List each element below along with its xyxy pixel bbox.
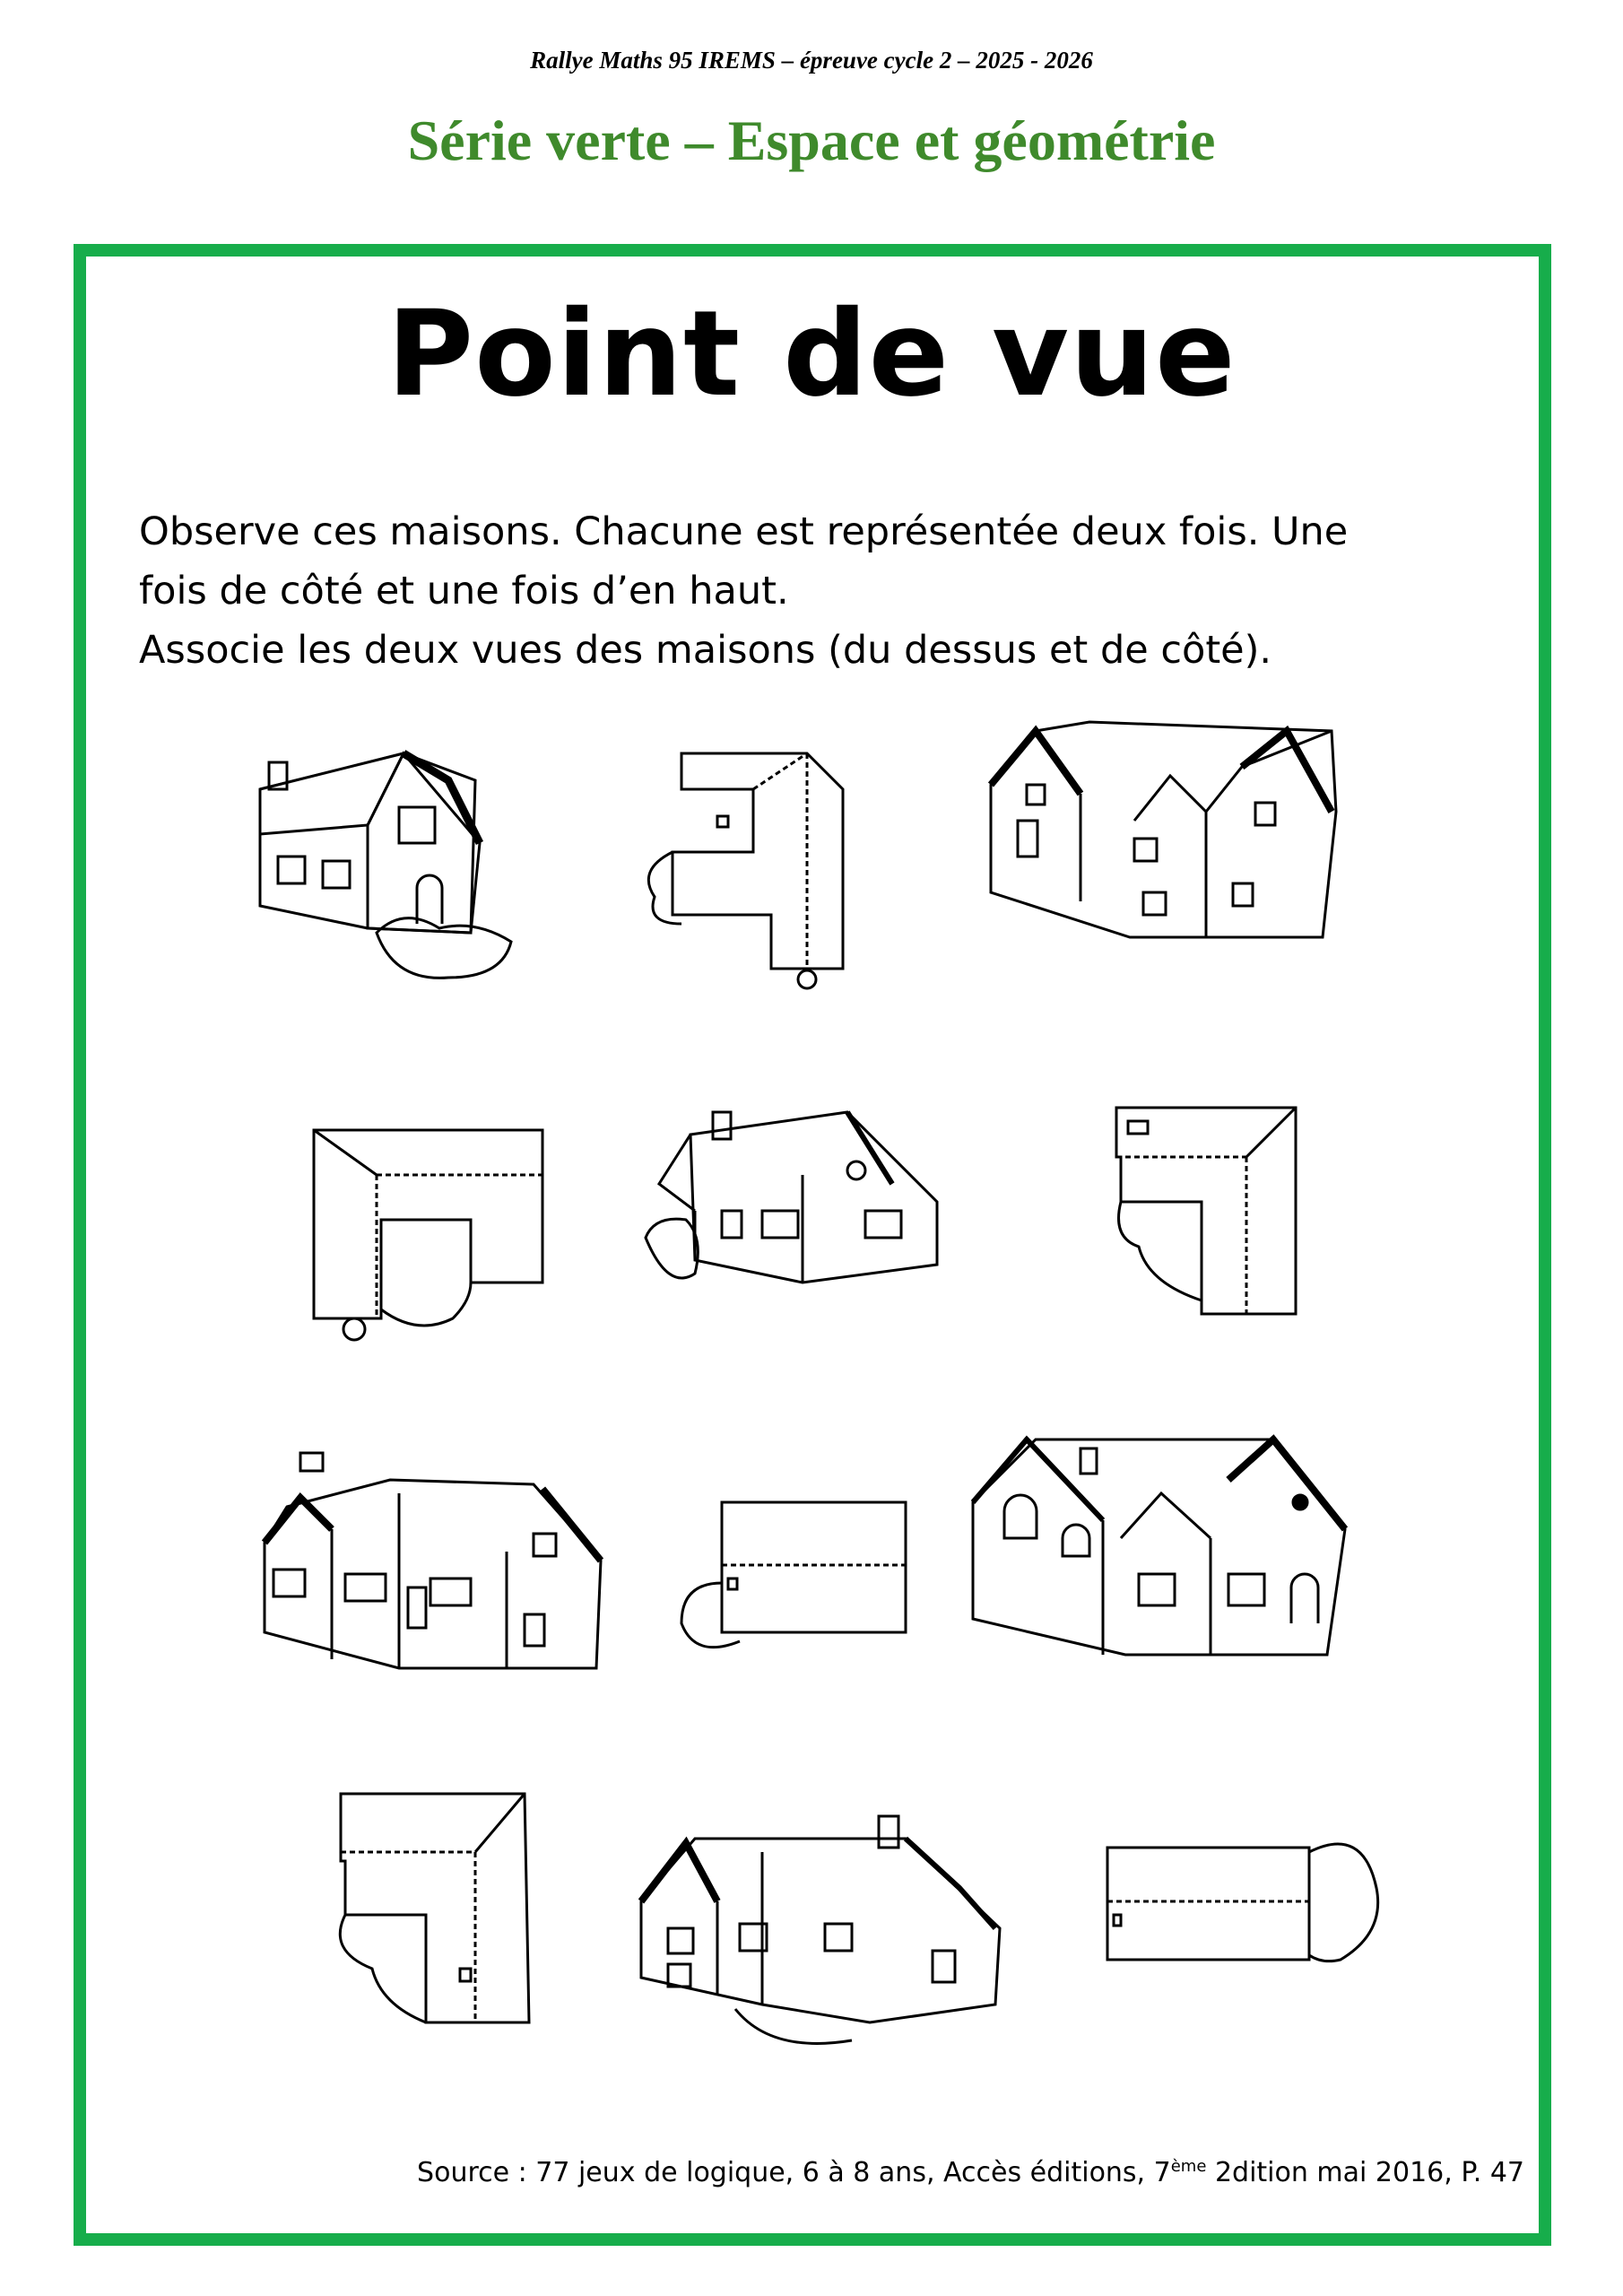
house-figure-2 xyxy=(637,744,870,1013)
house-figure-7 xyxy=(247,1453,605,1713)
source-suffix: 2dition mai 2016, P. 47 xyxy=(1206,2157,1524,2188)
instructions xyxy=(139,502,1502,680)
source-superscript: ème xyxy=(1170,2157,1207,2176)
exercise-title: Point de vue xyxy=(386,285,1237,423)
house-figure-1 xyxy=(242,726,529,996)
series-title: Série verte – Espace et géométrie xyxy=(407,109,1216,172)
instruction-line-2: fois de côté et une fois d’en haut. xyxy=(139,569,789,613)
house-figure-3 xyxy=(973,713,1367,982)
house-figure-8 xyxy=(673,1498,915,1677)
house-figure-6 xyxy=(1112,1103,1309,1327)
house-figure-10 xyxy=(336,1789,542,2040)
house-figure-12 xyxy=(1103,1834,1381,1978)
source-citation xyxy=(417,2157,1524,2188)
house-figure-11 xyxy=(637,1816,1004,2049)
house-figure-5 xyxy=(641,1103,946,1318)
source-prefix: Source : 77 jeux de logique, 6 à 8 ans, Accès éditions, 7 xyxy=(417,2157,1171,2188)
instruction-line-1: Observe ces maisons. Chacune est représentée deux fois. Une xyxy=(139,509,1349,554)
competition-header: Rallye Maths 95 IREMS – épreuve cycle 2 – 2025 - 2026 xyxy=(530,47,1093,74)
instruction-line-3: Associe les deux vues des maisons (du dessus et de côté). xyxy=(139,628,1272,673)
house-figure-9 xyxy=(968,1431,1345,1673)
house-figure-4 xyxy=(309,1121,551,1345)
